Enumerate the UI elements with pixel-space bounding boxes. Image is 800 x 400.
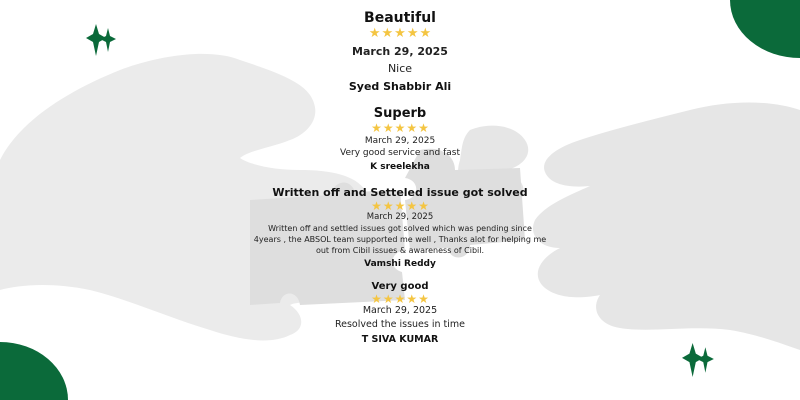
star-icon: ★ [418,292,429,307]
review-title: Beautiful [364,10,436,26]
review-title: Written off and Setteled issue got solved [272,186,528,200]
review-card [250,281,550,346]
star-icon: ★ [406,120,418,135]
review-card [250,186,550,270]
star-icon: ★ [419,25,432,41]
review-text-line: Written off and settled issues got solved which was pending since [268,223,532,233]
star-icon: ★ [394,25,406,41]
star-icon: ★ [368,25,381,41]
star-icon: ★ [371,198,382,213]
review-card [250,106,550,172]
review-title: Superb [373,105,427,121]
star-icon: ★ [371,120,382,135]
review-author: Syed Shabbir Ali [348,79,452,93]
star-icon: ★ [394,120,406,135]
review-author: T SIVA KUMAR [361,334,439,346]
star-icon: ★ [371,292,382,307]
star-icon: ★ [394,198,406,213]
review-text: Resolved the issues in time [334,319,466,331]
star-icon: ★ [382,292,394,307]
review-date: March 29, 2025 [352,44,448,58]
sparkle-icon [682,343,716,377]
review-author: Vamshi Reddy [364,259,436,270]
review-text-line: 4years , the ABSOL team supported me well , Thanks alot for helping me [253,234,547,244]
review-date: March 29, 2025 [366,211,434,222]
review-author: K sreelekha [370,161,430,172]
star-icon: ★ [406,25,419,41]
star-icon: ★ [381,25,394,41]
review-text: Very good service and fast [340,148,460,159]
star-icon: ★ [406,292,418,307]
star-icon: ★ [418,198,429,213]
star-icon: ★ [406,198,418,213]
review-card [250,10,550,93]
reviews-list [250,10,550,346]
star-rating [250,27,550,40]
star-icon: ★ [394,292,406,307]
review-date: March 29, 2025 [362,305,438,317]
star-rating [250,293,550,305]
sparkle-icon [86,24,118,56]
star-rating [250,122,550,134]
star-icon: ★ [382,120,394,135]
review-text-line: out from Cibil issues & awareness of Cibil. [315,246,485,256]
star-icon: ★ [382,198,394,213]
star-rating [250,200,550,212]
review-text [250,223,550,257]
star-icon: ★ [418,120,429,135]
review-date: March 29, 2025 [364,135,436,146]
review-title: Very good [371,281,429,293]
review-text: Nice [387,61,413,75]
